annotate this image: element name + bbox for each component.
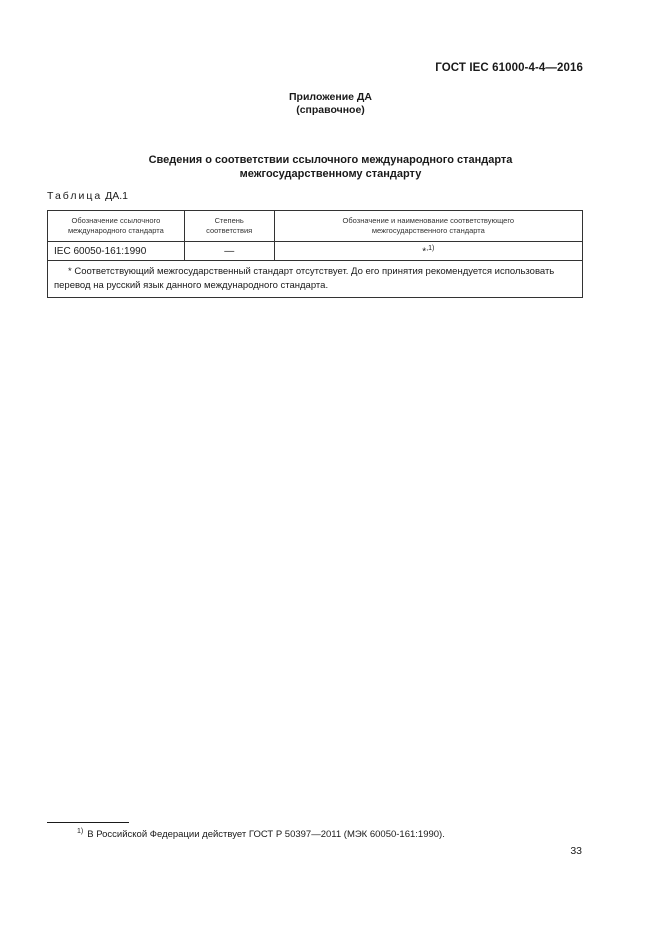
table-caption-word: Таблица: [47, 190, 103, 202]
table-note-row: [48, 261, 583, 298]
section-title-line2: межгосударственному стандарту: [239, 168, 422, 180]
table-note-line2: перевод на русский язык данного международного стандарта.: [54, 280, 329, 291]
cell-national: [274, 242, 582, 261]
section-title-line1: Сведения о соответствии ссылочного международного стандарта: [148, 154, 513, 166]
header-national-line1: Обозначение и наименование соответствующего: [342, 216, 515, 225]
footnote-separator: [47, 822, 129, 823]
header-standard-line2: международного стандарта: [67, 226, 164, 235]
correspondence-table: [47, 210, 583, 298]
header-degree-line2: соответствия: [206, 226, 253, 235]
cell-degree: —: [184, 242, 274, 261]
footnote: [77, 828, 445, 840]
cell-national-mark: *: [422, 246, 427, 258]
table-header-row: [48, 211, 583, 242]
table-note: [48, 261, 583, 298]
header-degree-line1: Степень: [214, 216, 244, 225]
header-national-line2: межгосударственного стандарта: [371, 226, 485, 235]
table-caption: [47, 190, 128, 202]
footnote-text: В Российской Федерации действует ГОСТ Р 50397—2011 (МЭК 60050-161:1990).: [87, 829, 445, 841]
appendix-title: Приложение ДА: [289, 91, 372, 103]
header-cell-degree: [184, 211, 274, 242]
section-title: [0, 153, 661, 181]
cell-standard: IEC 60050-161:1990: [48, 242, 185, 261]
table-note-line1: * Соответствующий межгосударственный стандарт отсутствует. До его принятия рекомендуется использовать: [68, 266, 555, 277]
table-caption-number: ДА.1: [105, 190, 128, 202]
header-cell-national: [274, 211, 582, 242]
header-cell-standard: [48, 211, 185, 242]
document-code: ГОСТ IEC 61000-4-4—2016: [435, 62, 583, 74]
header-standard-line1: Обозначение ссылочного: [71, 216, 161, 225]
page-number: 33: [570, 845, 582, 857]
appendix-heading: [0, 91, 661, 117]
cell-national-footnote-ref: ,1): [426, 244, 435, 252]
footnote-marker: 1): [77, 828, 84, 835]
appendix-subtitle: (справочное): [296, 104, 365, 116]
table-row: [48, 242, 583, 261]
